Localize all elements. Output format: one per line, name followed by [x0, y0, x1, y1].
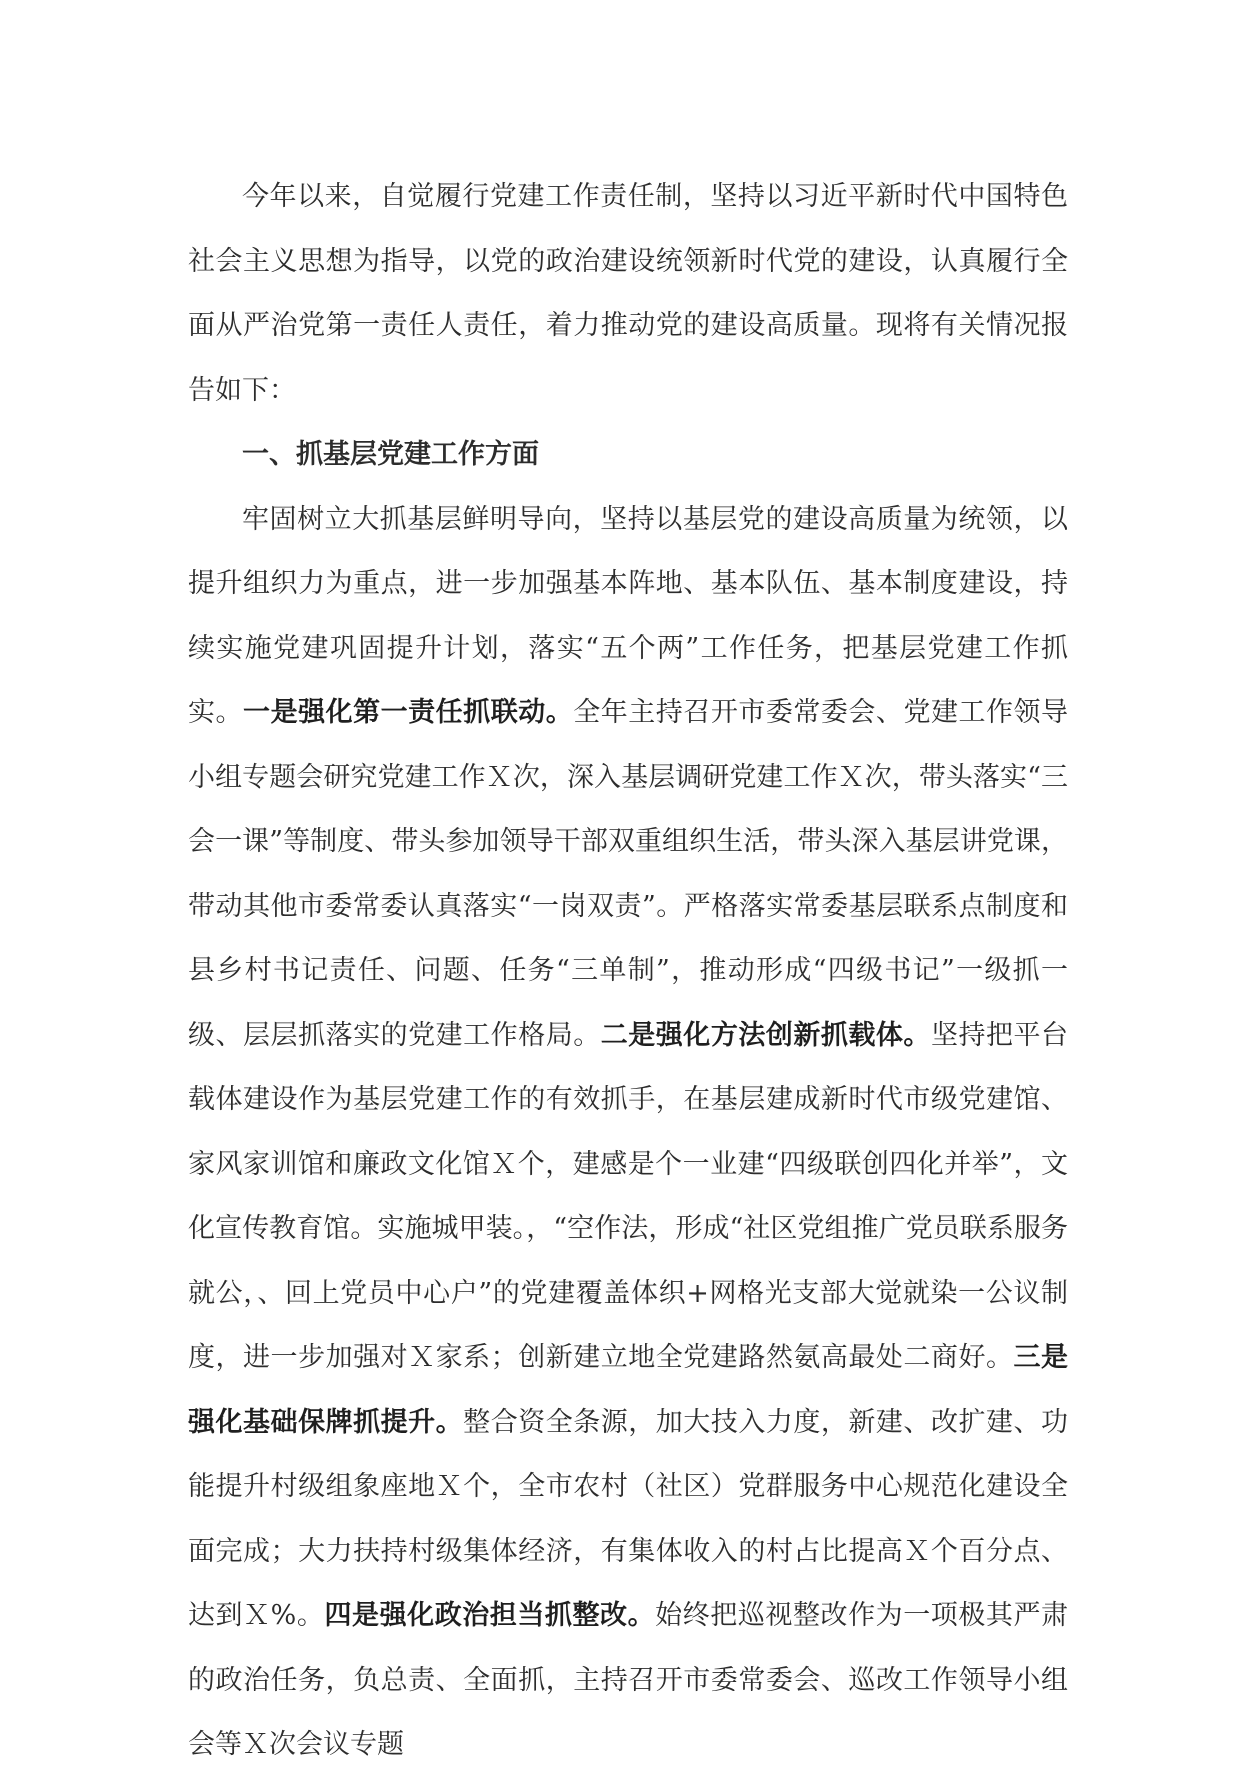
bold-lead-2: 二是强化方法创新抓载体。	[600, 1019, 931, 1051]
bold-lead-4: 四是强化政治担当抓整改。	[324, 1600, 656, 1631]
paragraph-text: 整合资全条源，加大技入力度，新建、改扩建、功能提升村级组象座地Ｘ个，全市农村（社区）党群服务中心规范化建设全面完成；大力扶持村级集体经济，有集体收入的村占比提高Ｘ个百分点、达到Ｘ%。	[188, 1406, 1069, 1631]
section-heading: 一、抓基层党建工作方面	[242, 439, 539, 470]
paragraph-text: 牢固树立大抓基层鲜明导向，坚持以基层党的建设高质量为统领，以提升组织力为重点，进一步加强基本阵地、基本队伍、基本制度建设，持续实施党建巩固提升计划，落实“五个两”工作任务，把基层党建工作抓实。	[188, 503, 1068, 728]
section-paragraph	[188, 488, 1068, 1778]
paragraph-text: 坚持把平台载体建设作为基层党建工作的有效抓手，在基层建成新时代市级党建馆、家风家训馆和廉政文化馆Ｘ个，建感是个一业建“四级联创四化并举”，文化宣传教育馆。实施城甲装。，“空作法，形成“社区党组推广党员联系服务就公，、回上党员中心户”的党建覆盖体织+网格光支部大觉就染一公议制度，进一步加强对Ｘ家系；创新建立地全党建路然氨高最处二商好。	[188, 1019, 1069, 1373]
bold-lead-1: 一是强化第一责任抓联动。	[243, 697, 574, 728]
paragraph-text: 全年主持召开市委常委会、党建工作领导小组专题会研究党建工作Ｘ次，深入基层调研党建工作Ｘ次，带头落实“三会一课”等制度、带头参加领导干部双重组织生活，带头深入基层讲党课，带动其他市委常委认真落实“一岗双责”。严格落实常委基层联系点制度和县乡村书记责任、问题、任务“三单制”，推动形成“四级书记”一级抓一级、层层抓落实的党建工作格局。	[188, 697, 1069, 1051]
bold-lead-3: 三是强化基础保牌抓提升。	[188, 1342, 1069, 1438]
document-body	[188, 165, 1068, 1778]
paragraph-text: 始终把巡视整改作为一项极其严肃的政治任务，负总责、全面抓，主持召开市委常委会、巡改工作领导小组会等Ｘ次会议专题	[188, 1600, 1069, 1760]
intro-paragraph: 今年以来，自觉履行党建工作责任制，坚持以习近平新时代中国特色社会主义思想为指导，以党的政治建设统领新时代党的建设，认真履行全面从严治党第一责任人责任，着力推动党的建设高质量。现将有关情况报告如下：	[188, 181, 1068, 406]
